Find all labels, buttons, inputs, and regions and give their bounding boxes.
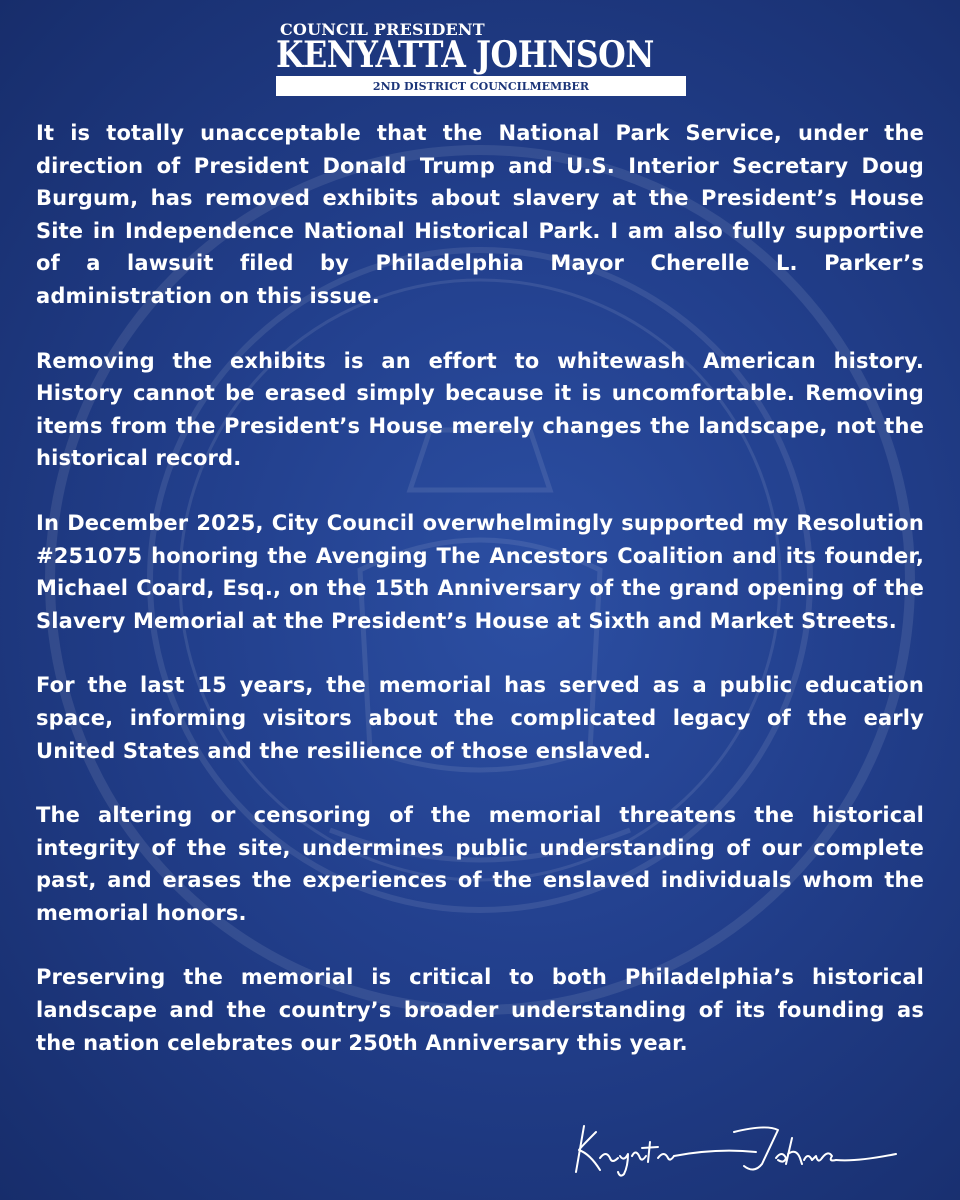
handwritten-signature bbox=[566, 1118, 906, 1180]
header-name: KENYATTA JOHNSON bbox=[276, 34, 654, 76]
paragraph-5: The altering or censoring of the memorial threatens the historical integrity of the site, undermines public understanding of our complete past, and erases the experiences of the enslaved individuals whom the memorial honors. bbox=[36, 803, 924, 925]
statement-body bbox=[36, 117, 924, 1091]
council-header bbox=[276, 20, 686, 96]
paragraph-3: In December 2025, City Council overwhelmingly supported my Resolution #251075 honoring the Avenging The Ancestors Coalition and its founder, Michael Coard, Esq., on the 15th Anniversary of the grand opening of the Slavery Memorial at the President’s House at Sixth and Market Streets. bbox=[36, 510, 924, 633]
header-title-line: COUNCIL PRESIDENT bbox=[280, 20, 485, 39]
paragraph-6: Preserving the memorial is critical to both Philadelphia’s historical landscape and the country’s broader understanding of its founding as the nation celebrates our 250th Anniversary this year. bbox=[36, 965, 924, 1055]
paragraph-1: It is totally unacceptable that the National Park Service, under the direction of President Donald Trump and U.S. Interior Secretary Doug Burgum, has removed exhibits about slavery at the President’s House Site in Independence National Historical Park. I am also fully supportive of a lawsuit filed by Philadelphia Mayor Cherelle L. Parker’s administration on this issue. bbox=[36, 121, 924, 308]
paragraph-2: Removing the exhibits is an effort to whitewash American history. History cannot be erased simply because it is uncomfortable. Removing items from the President’s House merely changes the landscape, not the historical record. bbox=[36, 348, 924, 471]
header-subtitle: 2ND DISTRICT COUNCILMEMBER bbox=[372, 79, 590, 93]
paragraph-4: For the last 15 years, the memorial has served as a public education space, informing visitors about the complicated legacy of the early United States and the resilience of those enslaved. bbox=[36, 673, 924, 763]
header-subtitle-bar bbox=[276, 76, 686, 96]
